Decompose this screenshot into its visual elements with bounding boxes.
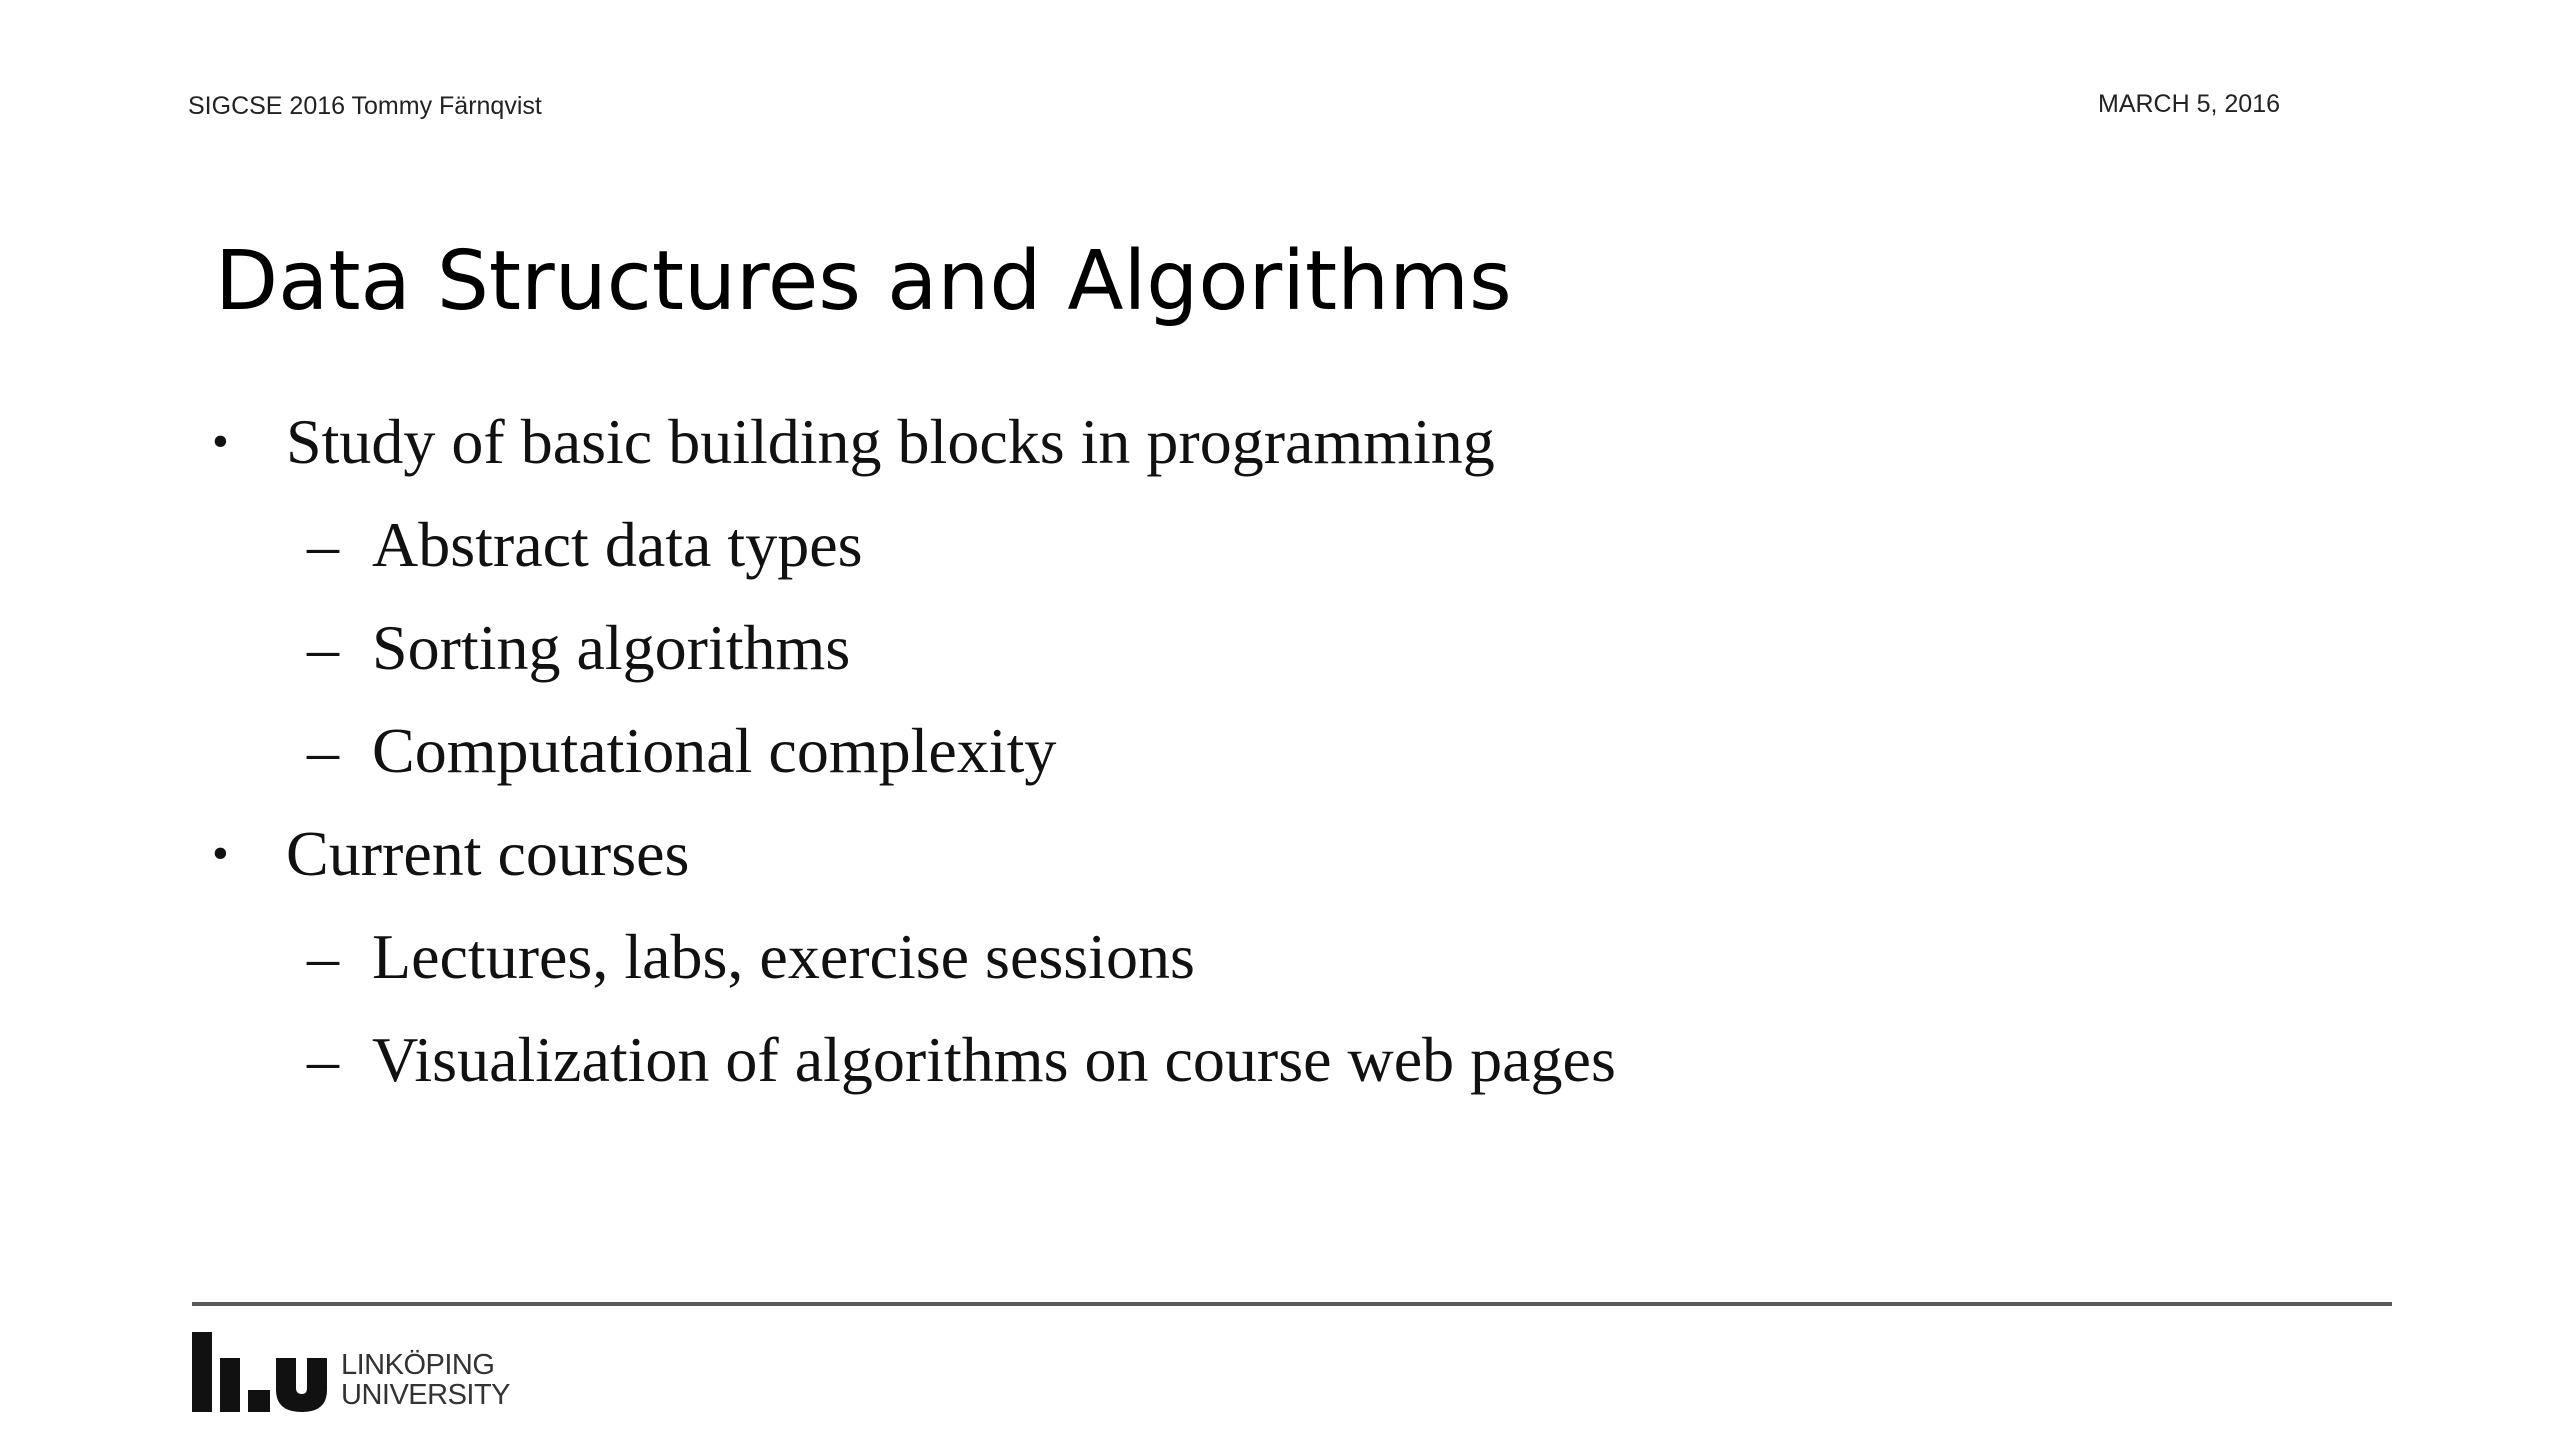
bullet-text: Study of basic building blocks in programming (286, 406, 1495, 477)
liu-logo-icon (192, 1332, 327, 1412)
subbullet-text: Sorting algorithms (372, 612, 851, 683)
footer-divider (192, 1302, 2392, 1306)
bullet-text: Current courses (286, 818, 690, 889)
slide-title: Data Structures and Algorithms (215, 234, 1512, 329)
dash-marker-icon: – (307, 509, 339, 580)
dash-marker-icon: – (307, 715, 339, 786)
logo-line-1: LINKÖPING (341, 1349, 495, 1381)
university-logo (192, 1332, 510, 1412)
bullet-dot-icon: • (212, 415, 229, 468)
logo-wordmark (341, 1350, 510, 1410)
dash-marker-icon: – (307, 921, 339, 992)
dash-marker-icon: – (307, 1024, 339, 1095)
subbullet-text: Lectures, labs, exercise sessions (372, 921, 1195, 992)
bullet-dot-icon: • (212, 827, 229, 880)
header-date: MARCH 5, 2016 (2098, 90, 2281, 118)
subbullet-text: Computational complexity (372, 715, 1057, 786)
logo-line-2: UNIVERSITY (341, 1379, 511, 1411)
header-author: SIGCSE 2016 Tommy Färnqvist (188, 92, 542, 120)
subbullet-text: Abstract data types (372, 509, 863, 580)
dash-marker-icon: – (307, 612, 339, 683)
subbullet-text: Visualization of algorithms on course web pages (372, 1024, 1616, 1095)
